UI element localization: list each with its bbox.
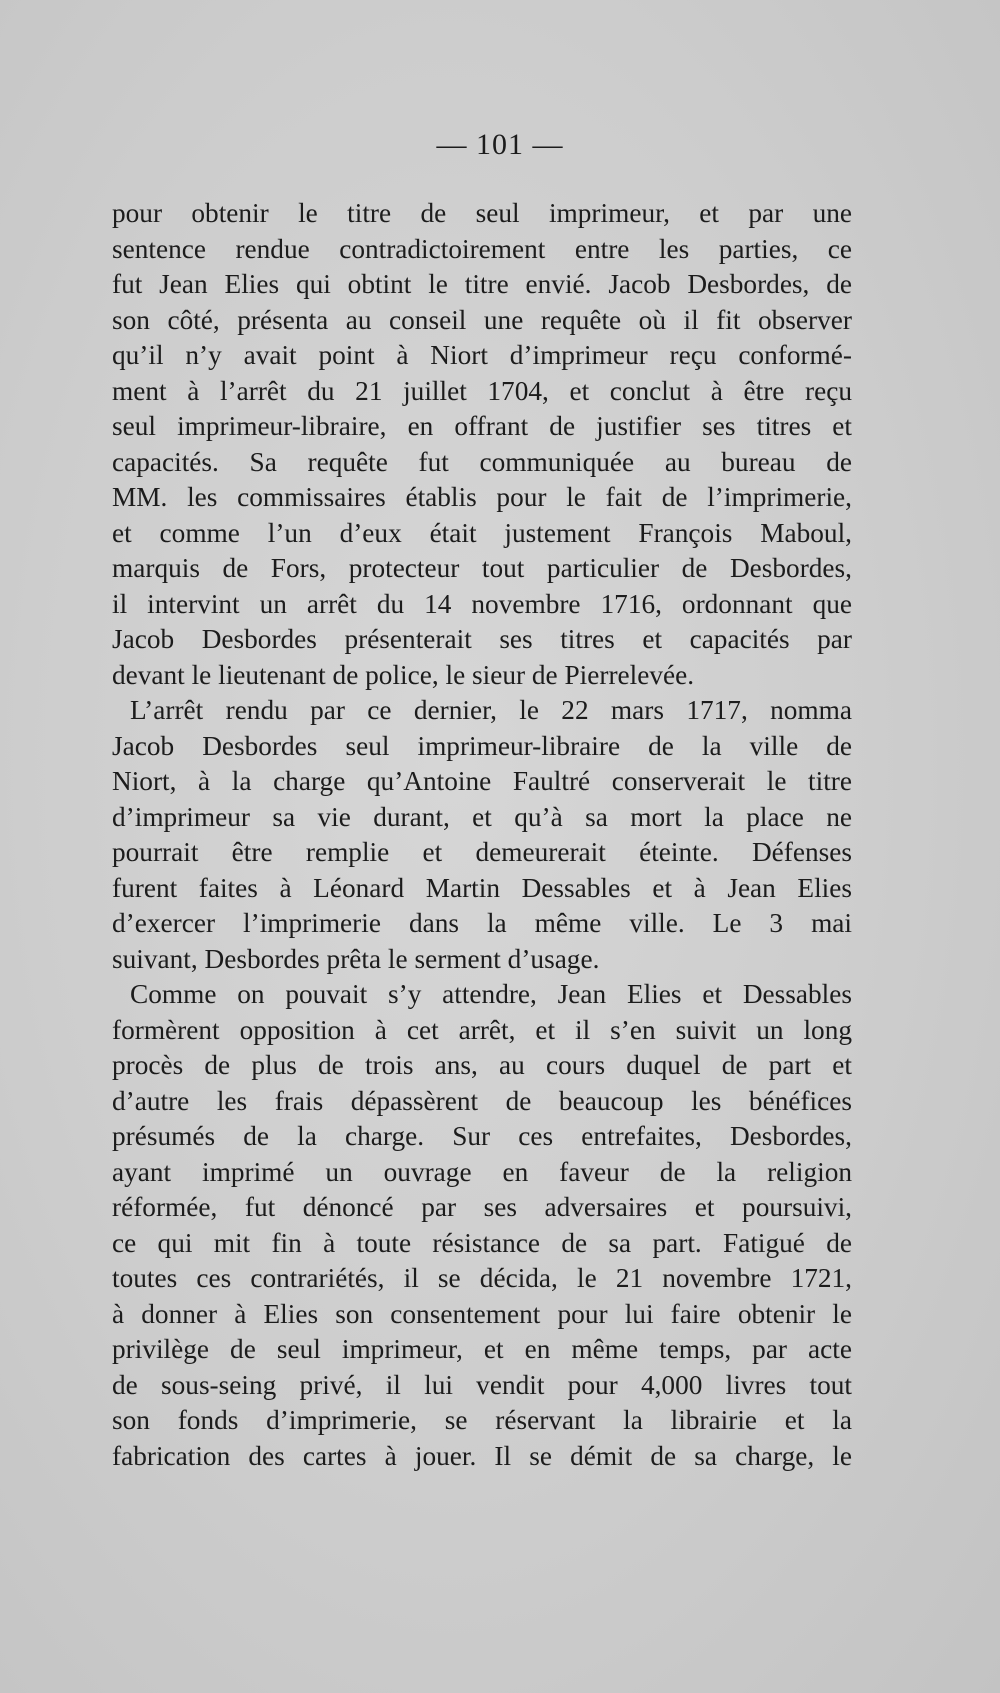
text-line: pourrait être remplie et demeurerait éteinte. Défenses xyxy=(112,837,852,867)
text-line: formèrent opposition à cet arrêt, et il s’en suivit un long xyxy=(112,1014,852,1045)
text-line: son côté, présenta au conseil une requête où il fit observer xyxy=(112,304,852,335)
text-line: présumés de la charge. Sur ces entrefaites, Desbordes, xyxy=(112,1121,852,1151)
text-line: sentence rendue contradictoirement entre les parties, ce xyxy=(112,233,852,264)
text-line: d’imprimeur sa vie durant, et qu’à sa mort la place ne xyxy=(112,801,852,832)
text-line: Jacob Desbordes seul imprimeur-libraire de la ville de xyxy=(112,730,852,761)
text-line: ayant imprimé un ouvrage en faveur de la religion xyxy=(112,1156,852,1187)
text-line: à donner à Elies son consentement pour lui faire obtenir le xyxy=(112,1298,852,1329)
page-number: — 101 — xyxy=(436,128,564,161)
text-line: son fonds d’imprimerie, se réservant la librairie et la xyxy=(112,1405,852,1435)
text-line: d’exercer l’imprimerie dans la même ville. Le 3 mai xyxy=(112,908,852,938)
body-text xyxy=(112,196,852,1474)
text-line: fut Jean Elies qui obtint le titre envié. Jacob Desbordes, de xyxy=(112,269,852,299)
text-line: L’arrêt rendu par ce dernier, le 22 mars 1717, nomma xyxy=(130,695,852,725)
text-line: ce qui mit fin à toute résistance de sa part. Fatigué de xyxy=(112,1227,852,1258)
text-line: de sous-seing privé, il lui vendit pour 4,000 livres tout xyxy=(112,1369,852,1400)
text-line: procès de plus de trois ans, au cours duquel de part et xyxy=(112,1050,852,1080)
text-line: pour obtenir le titre de seul imprimeur, et par une xyxy=(112,198,852,228)
text-line: il intervint un arrêt du 14 novembre 1716, ordonnant que xyxy=(112,588,852,619)
text-line: ment à l’arrêt du 21 juillet 1704, et conclut à être reçu xyxy=(112,375,852,406)
text-line: marquis de Fors, protecteur tout particulier de Desbordes, xyxy=(112,553,852,583)
text-line: réformée, fut dénoncé par ses adversaires et poursuivi, xyxy=(112,1192,852,1222)
text-line: Jacob Desbordes présenterait ses titres et capacités par xyxy=(112,624,852,654)
text-line: toutes ces contrariétés, il se décida, le 21 novembre 1721, xyxy=(112,1263,852,1293)
text-line: Comme on pouvait s’y attendre, Jean Elies et Dessables xyxy=(130,979,852,1009)
text-line: qu’il n’y avait point à Niort d’imprimeur reçu conformé- xyxy=(112,340,852,370)
text-line: Niort, à la charge qu’Antoine Faultré conserverait le titre xyxy=(112,766,852,796)
text-line: fabrication des cartes à jouer. Il se démit de sa charge, le xyxy=(112,1440,852,1471)
text-line: et comme l’un d’eux était justement François Maboul, xyxy=(112,517,852,548)
text-line: seul imprimeur-libraire, en offrant de justifier ses titres et xyxy=(112,411,852,441)
text-line: privilège de seul imprimeur, et en même temps, par acte xyxy=(112,1334,852,1364)
text-line: MM. les commissaires établis pour le fait de l’imprimerie, xyxy=(112,482,852,512)
text-line: capacités. Sa requête fut communiquée au bureau de xyxy=(112,446,852,477)
text-line: furent faites à Léonard Martin Dessables et à Jean Elies xyxy=(112,872,852,903)
text-line: suivant, Desbordes prêta le serment d’usage. xyxy=(112,943,600,974)
text-line: d’autre les frais dépassèrent de beaucoup les bénéfices xyxy=(112,1085,852,1116)
text-line: devant le lieutenant de police, le sieur de Pierrelevée. xyxy=(112,659,695,690)
